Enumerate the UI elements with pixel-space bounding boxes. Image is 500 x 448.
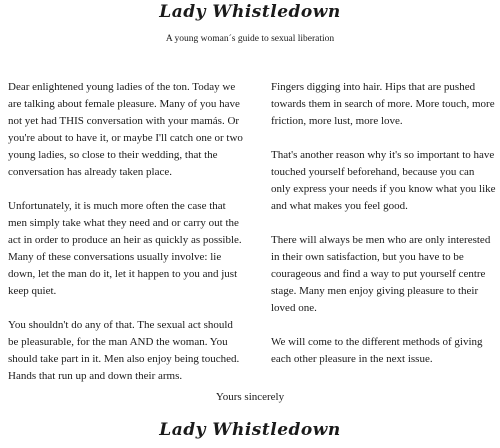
signature: Lady Whistledown xyxy=(159,420,341,440)
paragraph: Unfortunately, it is much more often the case that men simply take what they need and or carry out the act in order to produce an heir as quickly as possible. Many of these conversations usually involve: lie down, let the man do it, let it happen to you and just keep quiet. xyxy=(8,200,242,297)
paragraph: We will come to the different methods of giving each other pleasure in the next issue. xyxy=(271,336,483,365)
paragraph: That's another reason why it's so important to have touched yourself beforehand, because you can only express your needs if you know what you like and what makes you feel good. xyxy=(271,149,496,212)
left-column xyxy=(8,79,244,402)
paragraph: Fingers digging into hair. Hips that are pushed towards them in search of more. More touch, more friction, more lust, more love. xyxy=(271,81,495,127)
masthead-title: Lady Whistledown xyxy=(159,2,341,22)
subtitle: A young woman´s guide to sexual liberation xyxy=(165,34,335,44)
closing-line: Yours sincerely xyxy=(215,391,285,403)
paragraph: Dear enlightened young ladies of the ton. Today we are talking about female pleasure. Many of you have not yet had THIS conversation with your mamás. Or you're about to have it, or maybe I'll catch one or two young ladies, so close to their wedding, that the conversation has already taken place. xyxy=(8,81,243,178)
paragraph: There will always be men who are only interested in their own satisfaction, but you have to be courageous and find a way to put yourself centre stage. Many men enjoy giving pleasure to their loved one. xyxy=(271,234,491,314)
paragraph: You shouldn't do any of that. The sexual act should be pleasurable, for the man AND the woman. You should take part in it. Men also enjoy being touched. Hands that run up and down their arms. xyxy=(8,319,240,382)
right-column xyxy=(271,79,496,385)
